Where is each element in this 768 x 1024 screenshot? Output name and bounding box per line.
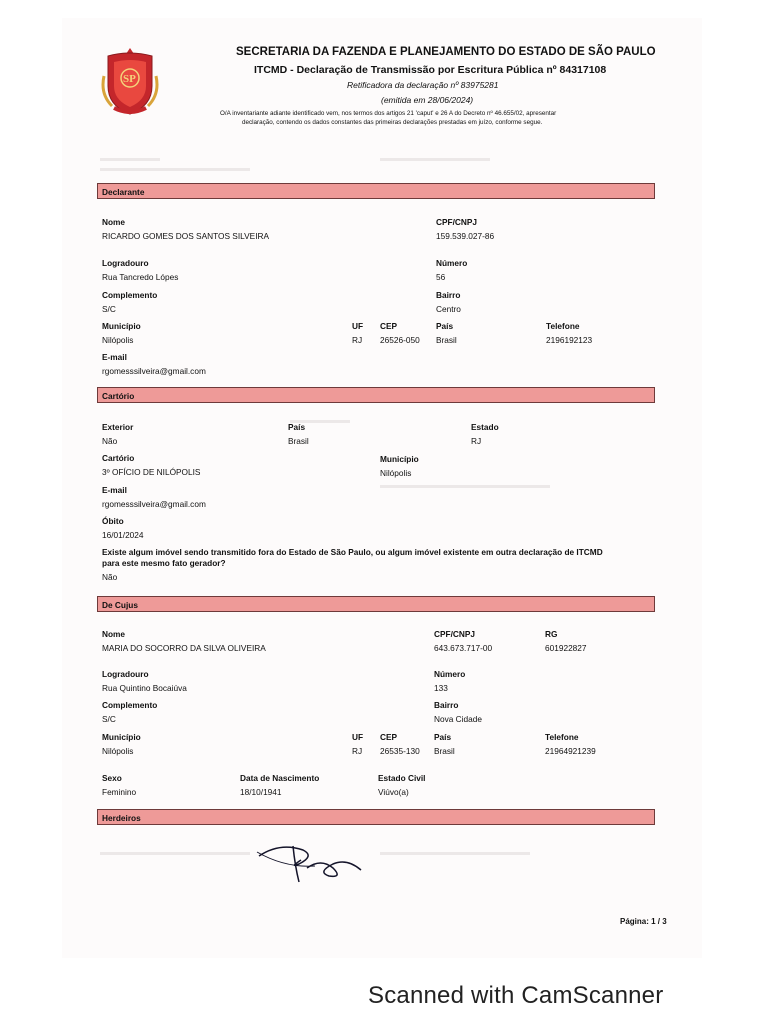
declarante-nome: RICARDO GOMES DOS SANTOS SILVEIRA xyxy=(102,231,270,241)
header-org: SECRETARIA DA FAZENDA E PLANEJAMENTO DO ESTADO DE SÃO PAULO xyxy=(236,46,656,58)
declarante-pais-label: País xyxy=(436,321,454,331)
decujus-nasc-label: Data de Nascimento xyxy=(240,773,320,783)
decujus-complemento-label: Complemento xyxy=(102,700,158,710)
decujus-logradouro-label: Logradouro xyxy=(102,669,149,679)
declarante-logradouro-label: Logradouro xyxy=(102,258,149,268)
cartorio-estado: RJ xyxy=(471,436,482,446)
header-emitida: (emitida em 28/06/2024) xyxy=(381,95,474,105)
decujus-sexo: Feminino xyxy=(102,787,137,797)
decujus-telefone: 21964921239 xyxy=(545,746,596,756)
declarante-complemento: S/C xyxy=(102,304,116,314)
section-declarante xyxy=(97,183,655,199)
decujus-cpf: 643.673.717-00 xyxy=(434,643,493,653)
decujus-rg: 601922827 xyxy=(545,643,587,653)
decujus-logradouro: Rua Quintino Bocaiúva xyxy=(102,683,187,693)
declarante-numero: 56 xyxy=(436,272,446,282)
declarante-pais: Brasil xyxy=(436,335,457,345)
decujus-rg-label: RG xyxy=(545,629,558,639)
decujus-numero-label: Número xyxy=(434,669,466,679)
decujus-uf: RJ xyxy=(352,746,363,756)
cartorio-answer: Não xyxy=(102,572,118,582)
declarante-logradouro: Rua Tancredo Lópes xyxy=(102,272,179,282)
decujus-pais: Brasil xyxy=(434,746,455,756)
decujus-municipio-label: Município xyxy=(102,732,141,742)
cartorio-question-1: Existe algum imóvel sendo transmitido fora do Estado de São Paulo, ou algum imóvel existente em outra declaração de ITCMD xyxy=(102,547,603,557)
declarante-cpf: 159.539.027-86 xyxy=(436,231,495,241)
cartorio-pais: Brasil xyxy=(288,436,309,446)
cartorio-question-2: para este mesmo fato gerador? xyxy=(102,558,226,568)
state-coat-of-arms xyxy=(100,46,160,118)
header-retificadora: Retificadora da declaração nº 83975281 xyxy=(347,80,499,90)
header-subtitle: ITCMD - Declaração de Transmissão por Escritura Pública nº 84317108 xyxy=(254,64,607,76)
declarante-complemento-label: Complemento xyxy=(102,290,158,300)
declarante-telefone-label: Telefone xyxy=(546,321,580,331)
declarante-bairro: Centro xyxy=(436,304,461,314)
section-de-cujus xyxy=(97,596,655,612)
declarante-email-label: E-mail xyxy=(102,352,127,362)
decujus-cep: 26535-130 xyxy=(380,746,420,756)
declarante-municipio-label: Município xyxy=(102,321,141,331)
decujus-cep-label: CEP xyxy=(380,732,398,742)
decujus-bairro: Nova Cidade xyxy=(434,714,482,724)
cartorio-pais-label: País xyxy=(288,422,306,432)
decujus-complemento: S/C xyxy=(102,714,116,724)
decujus-sexo-label: Sexo xyxy=(102,773,122,783)
declarante-cep-label: CEP xyxy=(380,321,398,331)
cartorio-exterior-label: Exterior xyxy=(102,422,134,432)
section-cartorio-title: Cartório xyxy=(102,391,135,401)
page-number: Página: 1 / 3 xyxy=(620,917,667,926)
decujus-nome-label: Nome xyxy=(102,629,126,639)
declarante-municipio: Nilópolis xyxy=(102,335,134,345)
camscanner-watermark: Scanned with CamScanner xyxy=(368,982,664,1009)
decujus-nasc: 18/10/1941 xyxy=(240,787,282,797)
decujus-civil-label: Estado Civil xyxy=(378,773,426,783)
declarante-email: rgomesssilveira@gmail.com xyxy=(102,366,206,376)
cartorio-municipio: Nilópolis xyxy=(380,468,412,478)
section-herdeiros xyxy=(97,809,655,825)
declarante-numero-label: Número xyxy=(436,258,468,268)
header-intro-2: declaração, contendo os dados constantes das primeiras declarações prestadas em juízo, conforme segue. xyxy=(242,119,543,126)
declarante-uf: RJ xyxy=(352,335,363,345)
decujus-numero: 133 xyxy=(434,683,448,693)
decujus-municipio: Nilópolis xyxy=(102,746,134,756)
svg-text:SP: SP xyxy=(123,73,136,85)
decujus-telefone-label: Telefone xyxy=(545,732,579,742)
section-de-cujus-title: De Cujus xyxy=(102,600,138,610)
cartorio-obito-label: Óbito xyxy=(102,516,124,526)
decujus-nome: MARIA DO SOCORRO DA SILVA OLIVEIRA xyxy=(102,643,266,653)
signature xyxy=(255,838,370,888)
declarante-bairro-label: Bairro xyxy=(436,290,461,300)
cartorio-obito: 16/01/2024 xyxy=(102,530,144,540)
declarante-nome-label: Nome xyxy=(102,217,126,227)
section-declarante-title: Declarante xyxy=(102,187,145,197)
cartorio-exterior: Não xyxy=(102,436,118,446)
declarante-uf-label: UF xyxy=(352,321,364,331)
cartorio-cartorio: 3º OFÍCIO DE NILÓPOLIS xyxy=(102,467,201,477)
cartorio-email-label: E-mail xyxy=(102,485,127,495)
cartorio-email: rgomesssilveira@gmail.com xyxy=(102,499,206,509)
section-herdeiros-title: Herdeiros xyxy=(102,813,141,823)
section-cartorio xyxy=(97,387,655,403)
cartorio-estado-label: Estado xyxy=(471,422,499,432)
decujus-bairro-label: Bairro xyxy=(434,700,459,710)
cartorio-cartorio-label: Cartório xyxy=(102,453,135,463)
header-intro-1: O/A inventariante adiante identificado vem, nos termos dos artigos 21 'caput' e 26 A do Decreto nº 46.655/02, apresentar xyxy=(220,110,557,117)
cartorio-municipio-label: Município xyxy=(380,454,419,464)
declarante-cep: 26526-050 xyxy=(380,335,420,345)
decujus-cpf-label: CPF/CNPJ xyxy=(434,629,476,639)
decujus-pais-label: País xyxy=(434,732,452,742)
declarante-telefone: 2196192123 xyxy=(546,335,593,345)
declarante-cpf-label: CPF/CNPJ xyxy=(436,217,478,227)
decujus-civil: Viúvo(a) xyxy=(378,787,409,797)
decujus-uf-label: UF xyxy=(352,732,364,742)
